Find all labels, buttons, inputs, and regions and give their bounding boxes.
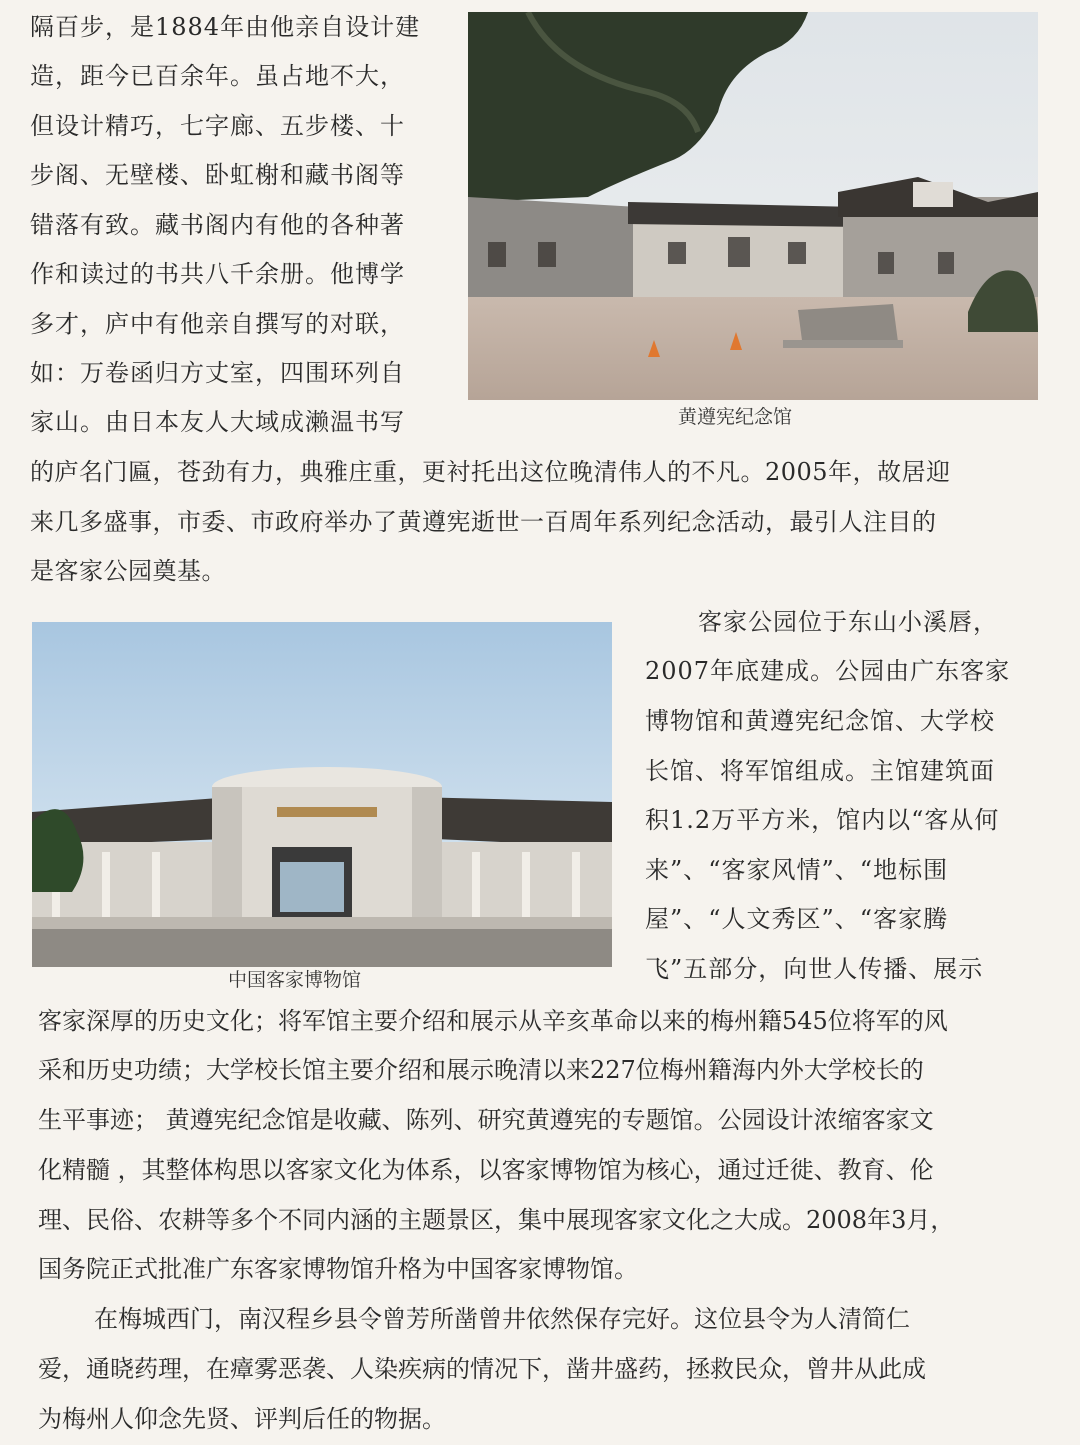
text-line: 生平事迹； 黄遵宪纪念馆是收藏、陈列、研究黄遵宪的专题馆。公园设计浓缩客家文: [38, 1106, 934, 1134]
hakka-museum-photo: [32, 622, 612, 967]
text-line: 但设计精巧，七字廊、五步楼、十: [30, 112, 405, 140]
text-line: 来几多盛事，市委、市政府举办了黄遵宪逝世一百周年系列纪念活动，最引人注目的: [30, 508, 937, 536]
text-line: 积1.2万平方米，馆内以“客从何: [645, 806, 1000, 834]
text-line: 在梅城西门，南汉程乡县令曾芳所凿曾井依然保存完好。这位县令为人清简仁: [94, 1305, 910, 1333]
text-line: 国务院正式批准广东客家博物馆升格为中国客家博物馆。: [38, 1255, 638, 1283]
text-line: 作和读过的书共八千余册。他博学: [30, 260, 405, 288]
memorial-hall-caption: 黄遵宪纪念馆: [678, 406, 793, 428]
text-line: 飞”五部分，向世人传播、展示: [645, 955, 984, 983]
text-line: 错落有致。藏书阁内有他的各种著: [30, 211, 405, 239]
text-line: 如：万卷函归方丈室，四围环列自: [30, 359, 405, 387]
text-line: 是客家公园奠基。: [30, 557, 226, 585]
text-line: 长馆、将军馆组成。主馆建筑面: [645, 757, 995, 785]
text-line: 家山。由日本友人大域成濑温书写: [30, 408, 405, 436]
text-line: 多才，庐中有他亲自撰写的对联，: [30, 310, 405, 338]
text-line: 2007年底建成。公园由广东客家: [645, 657, 1011, 685]
text-line: 为梅州人仰念先贤、评判后任的物据。: [38, 1405, 446, 1433]
memorial-hall-photo: [468, 12, 1038, 400]
text-line: 采和历史功绩；大学校长馆主要介绍和展示晚清以来227位梅州籍海内外大学校长的: [38, 1056, 924, 1084]
text-line: 造，距今已百余年。虽占地不大，: [30, 62, 405, 90]
text-line: 屋”、“人文秀区”、“客家腾: [645, 905, 949, 933]
text-line: 博物馆和黄遵宪纪念馆、大学校: [645, 707, 995, 735]
hakka-museum-caption: 中国客家博物馆: [228, 969, 362, 991]
text-line: 的庐名门匾，苍劲有力，典雅庄重，更衬托出这位晚清伟人的不凡。2005年，故居迎: [30, 458, 951, 486]
text-line: 爱，通晓药理，在瘴雾恶袭、人染疾病的情况下，凿井盛药，拯救民众，曾井从此成: [38, 1355, 926, 1383]
text-line: 化精髓 ，其整体构思以客家文化为体系，以客家博物馆为核心，通过迁徙、教育、伦: [38, 1156, 934, 1184]
text-line: 隔百步，是1884年由他亲自设计建: [30, 13, 421, 41]
text-line: 来”、“客家风情”、“地标围: [645, 856, 949, 884]
text-line: 客家深厚的历史文化；将军馆主要介绍和展示从辛亥革命以来的梅州籍545位将军的风: [38, 1007, 948, 1035]
text-line: 客家公园位于东山小溪唇，: [698, 608, 998, 636]
text-line: 步阁、无壁楼、卧虹榭和藏书阁等: [30, 161, 405, 189]
text-line: 理、民俗、农耕等多个不同内涵的主题景区，集中展现客家文化之大成。2008年3月，: [38, 1206, 955, 1234]
